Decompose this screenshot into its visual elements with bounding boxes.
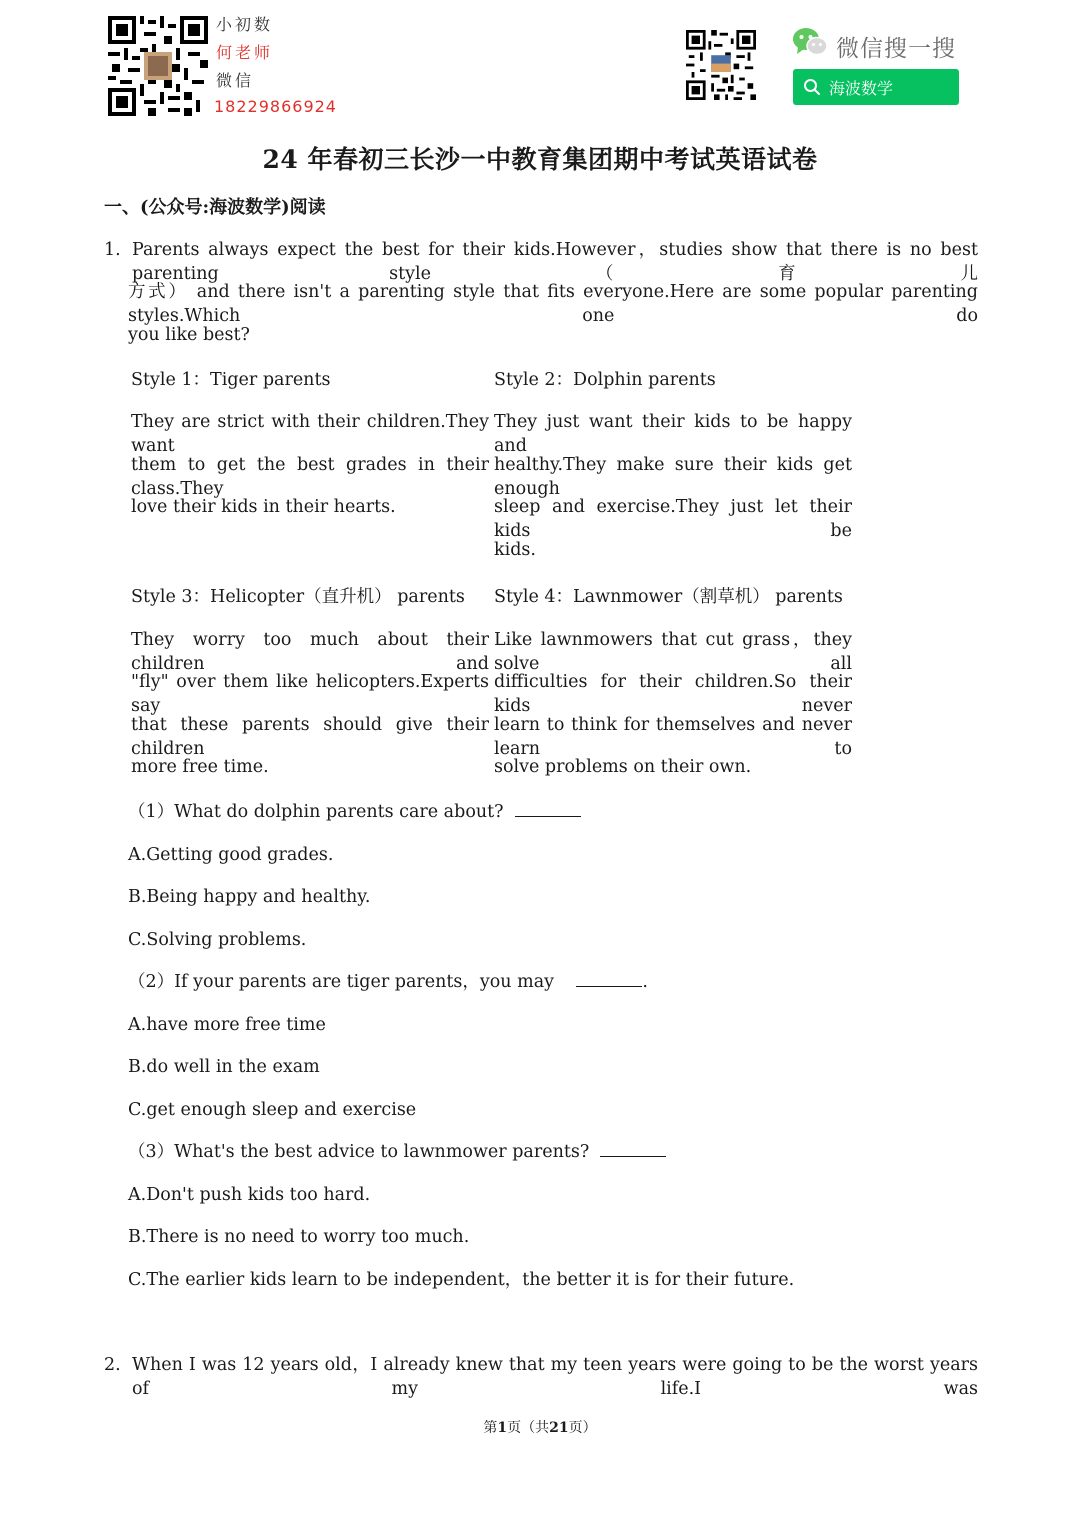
handwritten-note-line: 微信 [216,71,255,90]
style-2-text-line: sleep and exercise.They just let their kids be [494,497,852,541]
style-1-text-line: They are strict with their children.They want [131,412,489,456]
handwritten-phone-number: 18229866924 [214,97,337,116]
style-2-text-line: They just want their kids to be happy and [494,412,852,456]
qr-code-icon [686,30,756,100]
option[interactable]: B.Being happy and healthy. [128,887,371,907]
style-4-text-line: difficulties for their children.So their kids never [494,672,852,716]
footer-middle: 页（共 [507,1420,550,1436]
search-icon [803,78,821,96]
sub-question-end: . [642,972,648,992]
style-3-text-line: They worry too much about their children and [131,630,489,674]
style-1-text-line: them to get the best grades in their class.They [131,455,489,499]
style-3-text-line: that these parents should give their children [131,715,489,759]
handwritten-note-line: 小初数 [216,15,274,34]
style-3-text-line: more free time. [131,757,269,777]
wechat-search-text: 海波数学 [829,78,894,98]
sub-question-2 [128,970,648,994]
style-2-heading: Style 2：Dolphin parents [494,370,716,390]
option[interactable]: A.have more free time [128,1015,326,1035]
style-2-text-line: kids. [494,540,536,560]
page-number: 1 [497,1420,508,1436]
question-2-first-line: When I was 12 years old，I already knew that my teen years were going to be the worst years of my life.I was [132,1355,978,1399]
option[interactable]: A.Don't push kids too hard. [128,1185,371,1205]
style-1-heading: Style 1：Tiger parents [131,370,331,390]
question-intro-line: Parents always expect the best for their kids.However，studies show that there is no best parenting style（育儿 [132,240,978,284]
total-pages: 21 [549,1420,569,1436]
option[interactable]: A.Getting good grades. [128,845,334,865]
exam-title: 24 年春初三长沙一中教育集团期中考试英语试卷 [262,145,818,174]
sub-question-text: （2）If your parents are tiger parents，you may [128,972,555,992]
right-qr-code [686,30,756,100]
left-qr-code [108,16,208,116]
question-number: 1. [104,240,121,260]
footer-suffix: 页） [568,1420,597,1436]
question-intro-line: you like best? [128,325,250,345]
wechat-search-label: 微信搜一搜 [836,36,956,62]
answer-blank[interactable] [515,800,581,817]
handwritten-note-line: 何老师 [216,43,274,62]
sub-question-text: （1）What do dolphin parents care about? [128,802,504,822]
wechat-search-button[interactable] [793,69,959,105]
option[interactable]: B.There is no need to worry too much. [128,1227,470,1247]
option[interactable]: C.get enough sleep and exercise [128,1100,417,1120]
option[interactable]: B.do well in the exam [128,1057,320,1077]
wechat-logo-icon [792,27,828,57]
style-4-text-line: Like lawnmowers that cut grass，they solve all [494,630,852,674]
qr-code-icon [108,16,208,116]
style-3-heading: Style 3：Helicopter（直升机） parents [131,587,465,607]
section-heading: 一、(公众号:海波数学)阅读 [104,197,326,218]
question-number: 2. [104,1355,121,1375]
page-footer [0,1417,1080,1437]
style-1-text-line: love their kids in their hearts. [131,497,396,517]
sub-question-3 [128,1140,666,1164]
style-3-text-line: "fly" over them like helicopters.Experts say [131,672,489,716]
sub-question-1 [128,800,581,824]
answer-blank[interactable] [600,1140,666,1157]
footer-prefix: 第 [483,1420,498,1436]
answer-blank[interactable] [576,970,642,987]
style-2-text-line: healthy.They make sure their kids get enough [494,455,852,499]
style-4-text-line: solve problems on their own. [494,757,752,777]
sub-question-text: （3）What's the best advice to lawnmower parents? [128,1142,590,1162]
style-4-text-line: learn to think for themselves and never learn to [494,715,852,759]
option[interactable]: C.Solving problems. [128,930,307,950]
option[interactable]: C.The earlier kids learn to be independent，the better it is for their future. [128,1270,795,1290]
style-4-heading: Style 4：Lawnmower（割草机） parents [494,587,843,607]
question-intro-line: 方式） and there isn't a parenting style that fits everyone.Here are some popular parenting styles.Which one do [128,282,978,326]
